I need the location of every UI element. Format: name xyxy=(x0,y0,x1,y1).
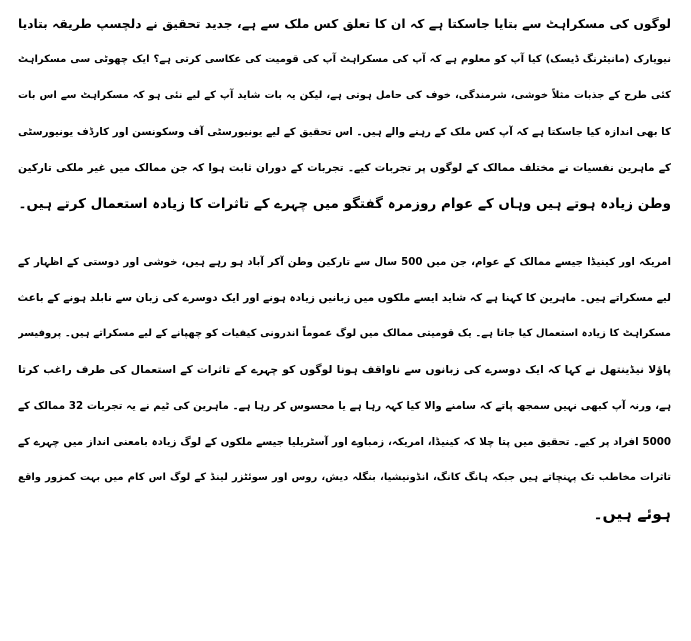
text-line: ہے، ورنہ آپ کبھی نہیں سمجھ پاتے کہ سامنے والا کیا کہہ رہا ہے یا محسوس کر رہا ہے۔ ماہرین کی ٹیم نے یہ تجربات 32 ممالک کے xyxy=(18,400,671,412)
text-line: کئی طرح کے جذبات مثلاً خوشی، شرمندگی، خوف کی حامل ہوتی ہے، لیکن یہ بات شاید آپ کے لیے نئی ہو کہ مسکراہٹ سے اس بات xyxy=(18,90,671,101)
text-line: وطن زیادہ ہوتے ہیں وہاں کے عوام روزمرہ گفتگو میں چہرے کے تاثرات کا زیادہ استعمال کرتے ہیں۔ xyxy=(18,196,671,212)
text-line: نیویارک (مانیٹرنگ ڈیسک) کیا آپ کو معلوم ہے کہ آپ کی مسکراہٹ آپ کی قومیت کی عکاسی کرتی ہے؟ ایک چھوٹی سی مسکراہٹ xyxy=(18,54,671,65)
text-line: امریکہ اور کینیڈا جیسے ممالک کے عوام، جن میں 500 سال سے تارکین وطن آکر آباد ہو رہے ہیں، خوشی اور دوستی کے اظہار کے xyxy=(18,256,671,268)
text-line: مسکراہٹ کا زیادہ استعمال کیا جاتا ہے۔ یک قومیتی ممالک میں لوگ عموماً اندرونی کیفیات کو چھپانے کے لیے مسکراتے ہیں۔ پروفیسر xyxy=(18,328,671,339)
text-line: 5000 افراد پر کیے۔ تحقیق میں پتا چلا کہ کینیڈا، امریکہ، زمباوے اور آسٹریلیا جیسے ملکوں کے لوگ زیادہ بامعنی انداز میں چہرے کے xyxy=(18,436,671,448)
paragraph-1 xyxy=(18,6,671,222)
text-line: لیے مسکراتے ہیں۔ ماہرین کا کہنا ہے کہ شاید ایسے ملکوں میں زبانیں زیادہ ہونے اور ایک دوسرے کی زبان سے نابلد ہونے کے باعث xyxy=(18,292,671,304)
text-line: کے ماہرین نفسیات نے مختلف ممالک کے لوگوں پر تجربات کیے۔ تجربات کے دوران ثابت ہوا کہ جن ممالک میں غیر ملکی تارکین xyxy=(18,162,671,174)
text-line: ہوئے ہیں۔ xyxy=(593,505,671,523)
paragraph-2 xyxy=(18,244,671,532)
text-line: تاثرات مخاطب تک پہنچاتے ہیں جبکہ ہانگ کانگ، انڈونیشیا، بنگلہ دیش، روس اور سوئٹزر لینڈ کے لوگ اس کام میں بہت کمزور واقع xyxy=(18,472,671,483)
text-line: پاؤلا نیڈینتھل نے کہا کہ ایک دوسرے کی زبانوں سے ناواقف ہونا لوگوں کو چہرے کے تاثرات کے استعمال کی طرف راغب کرتا xyxy=(18,363,671,376)
text-line: کا بھی اندازہ کیا جاسکتا ہے کہ آپ کس ملک کے رہنے والے ہیں۔ اس تحقیق کے لیے یونیورسٹی آف وسکونسن اور کارڈف یونیورسٹی xyxy=(18,126,671,138)
text-line: لوگوں کی مسکراہٹ سے بتایا جاسکتا ہے کہ ان کا تعلق کس ملک سے ہے، جدید تحقیق نے دلچسپ طریقہ بتادیا xyxy=(18,17,671,31)
